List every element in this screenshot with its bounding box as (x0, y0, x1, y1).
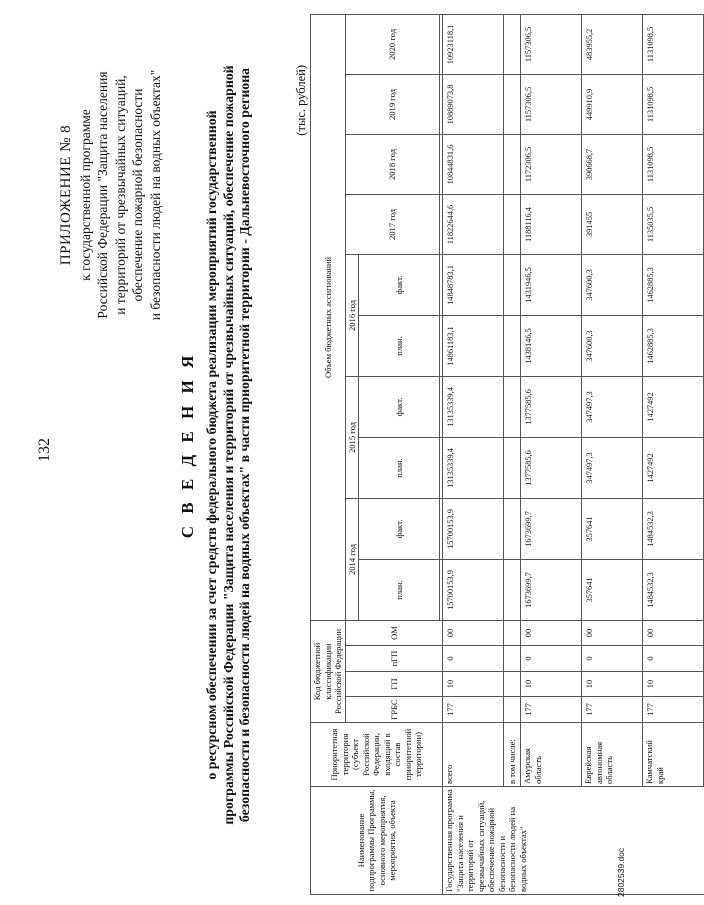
value-cell: 1135035,5 (643, 194, 704, 254)
code-cell: 177 (443, 697, 504, 723)
code-cell: 0 (643, 646, 704, 672)
appendix-line: Российской Федерации "Защита населения (95, 71, 110, 319)
appendix-title: ПРИЛОЖЕНИЕ № 8 (58, 124, 74, 266)
heading-line: о ресурсном обеспечении за счет средств федерального бюджета реализации мероприятий государственной (204, 110, 219, 780)
code-cell: 0 (521, 646, 582, 672)
header-code-om: ОМ (345, 620, 443, 645)
header-plan: план. (359, 315, 440, 376)
header-year-2017: 2017 год (345, 194, 440, 254)
header-code-grbs: ГРБС (345, 697, 443, 723)
heading-line: безопасности и безопасности людей на водных объектах" в части приоритетной территории - Дальневосточного региона (237, 67, 252, 823)
territory-cell: всего (443, 723, 504, 787)
value-cell: 1673699,7 (521, 498, 582, 559)
appendix-line: и территорий от чрезвычайных ситуаций, (112, 75, 128, 315)
value-cell: 347600,3 (582, 254, 643, 315)
table-row (643, 14, 704, 894)
code-cell: 10 (582, 672, 643, 697)
header-funding: Объем бюджетных ассигнований (311, 14, 346, 620)
table-subheader-row (504, 14, 521, 894)
header-fact: факт. (359, 498, 440, 559)
header-code-pgp: пГП (345, 646, 443, 672)
appendix-block (58, 25, 164, 365)
value-cell: 1157306,5 (521, 74, 582, 134)
territory-cell: Камчатский край (643, 723, 704, 787)
value-cell: 11822644,6 (443, 194, 504, 254)
page-number: 132 (36, 438, 53, 462)
value-cell: 1157306,5 (521, 14, 582, 74)
value-cell: 14848783,1 (443, 254, 504, 315)
heading-line: программы Российской Федерации "Защита населения и территорий от чрезвычайных ситуаций, обеспечение пожарной (220, 65, 236, 825)
code-cell: 0 (582, 646, 643, 672)
appendix-line: обеспечение пожарной безопасности (130, 88, 145, 302)
header-budget-code: Код бюджетной классификации Российской Федерации (311, 620, 346, 722)
value-cell: 347497,3 (582, 376, 643, 437)
value-cell: 347497,3 (582, 437, 643, 498)
table-row (521, 14, 582, 894)
value-cell: 15700153,9 (443, 498, 504, 559)
header-fact: факт. (359, 376, 440, 437)
document-heading (178, 25, 254, 865)
value-cell: 1484532,3 (643, 498, 704, 559)
value-cell: 15700153,9 (443, 559, 504, 620)
value-cell: 357641 (582, 559, 643, 620)
value-cell: 1438146,5 (521, 315, 582, 376)
value-cell: 1462885,3 (643, 315, 704, 376)
appendix-line: и безопасности людей на водных объектах" (147, 69, 163, 321)
header-territory: Приоритетная территория (субъект Российской Федерации, входящий в состав приоритетной территории) (311, 723, 443, 787)
header-name: Наименование подпрограммы Программы, основного мероприятия, мероприятия, объекта (311, 787, 443, 895)
value-cell: 1188116,4 (521, 194, 582, 254)
appendix-line: к государственной программе (77, 109, 93, 281)
value-cell: 1131098,5 (643, 74, 704, 134)
value-cell: 347600,3 (582, 315, 643, 376)
value-cell: 10889073,8 (443, 74, 504, 134)
code-cell: 10 (643, 672, 704, 697)
table-row (582, 14, 643, 894)
table-row (443, 14, 504, 894)
value-cell: 390668,7 (582, 134, 643, 194)
code-cell: 0 (443, 646, 504, 672)
value-cell: 1377585,6 (521, 376, 582, 437)
code-cell: 00 (443, 620, 504, 645)
code-cell: 10 (443, 672, 504, 697)
value-cell: 391455 (582, 194, 643, 254)
value-cell: 1172306,5 (521, 134, 582, 194)
value-cell: 1427492 (643, 376, 704, 437)
value-cell: 10844831,6 (443, 134, 504, 194)
code-cell: 00 (643, 620, 704, 645)
header-year-2018: 2018 год (345, 134, 440, 194)
code-cell: 10 (521, 672, 582, 697)
code-cell: 00 (582, 620, 643, 645)
header-code-gp: ГП (345, 672, 443, 697)
code-cell: 177 (582, 697, 643, 723)
code-cell: 177 (643, 697, 704, 723)
header-plan: план. (359, 559, 440, 620)
header-year-2014: 2014 год (345, 498, 359, 620)
header-year-2019: 2019 год (345, 74, 440, 134)
header-year-2015: 2015 год (345, 376, 359, 498)
header-year-2016: 2016 год (345, 254, 359, 376)
value-cell: 1131098,5 (643, 134, 704, 194)
heading-title: С В Е Д Е Н И Я (178, 351, 197, 539)
territory-cell: Еврейская автономная область (582, 723, 643, 787)
value-cell: 1377585,6 (521, 437, 582, 498)
value-cell: 1484532,3 (643, 559, 704, 620)
value-cell: 1462885,3 (643, 254, 704, 315)
funding-table (310, 14, 704, 895)
value-cell: 10923118,1 (443, 14, 504, 74)
header-plan: план. (359, 437, 440, 498)
value-cell: 1673699,7 (521, 559, 582, 620)
header-fact: факт. (359, 254, 440, 315)
value-cell: 449910,9 (582, 74, 643, 134)
value-cell: 14861183,1 (443, 315, 504, 376)
document-code: 2802539.doc (616, 847, 626, 897)
program-name: Государственная программа "Защита населения и территорий от чрезвычайных ситуаций, обеспечение пожарной безопасности и безопасности людей на водных объектах" (443, 787, 704, 895)
code-cell: 177 (521, 697, 582, 723)
units-label: (тыс. рублей) (294, 65, 308, 136)
header-year-2020: 2020 год (345, 14, 440, 74)
code-cell: 00 (521, 620, 582, 645)
subheader-cell: в том числе: (504, 723, 521, 787)
value-cell: 1431946,5 (521, 254, 582, 315)
value-cell: 13135339,4 (443, 376, 504, 437)
value-cell: 13135339,4 (443, 437, 504, 498)
territory-cell: Амурская область (521, 723, 582, 787)
value-cell: 483955,2 (582, 14, 643, 74)
value-cell: 1427492 (643, 437, 704, 498)
value-cell: 357641 (582, 498, 643, 559)
value-cell: 1131098,5 (643, 14, 704, 74)
